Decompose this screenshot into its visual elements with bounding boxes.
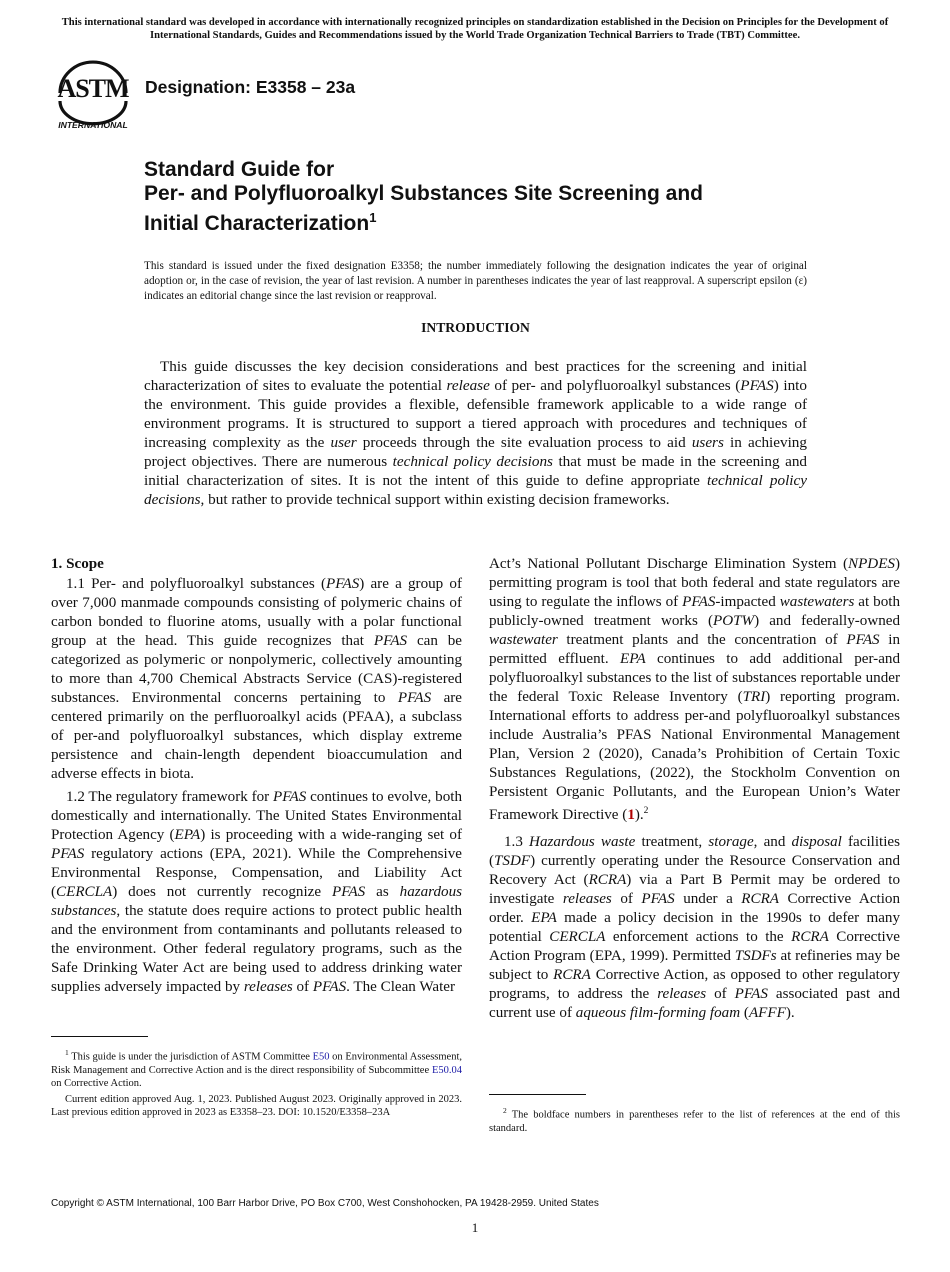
astm-logo (52, 57, 134, 131)
footnote-2: $^2$ The boldface numbers in parentheses refer to the list of references at the end of this standard. (489, 1106, 900, 1134)
tbt-notice: This international standard was developed in accordance with internationally recognized principles on standardization established in the Decision on Principles for the Development of International Standards, Guides and Recommendations issued by the World Trade Organization Technical Barriers to Trade (TBT) Committee. (61, 17, 889, 41)
page-number: 1 (471, 1220, 479, 1235)
paragraph-1-2-continued: Act’s National Pollutant Discharge Elimination System (NPDES) permitting program is tool that both federal and state regulators are using to regulate the inflows of PFAS-impacted wastewaters at both publicly-owned treatment works (POTW) and federally-owned wastewater treatment plants and the concentration of PFAS in permitted effluent. EPA continues to add additional per-and polyfluoroalkyl substances to the list of substances reportable under the federal Toxic Release Inventory (TRI) reporting program. International efforts to address per-and polyfluoroalkyl substances include Australia’s PFAS National Environmental Management Plan, Version 2 (2020), Canada’s Prohibition of Certain Toxic Substances Regulations, (2022), the Stockholm Convention on Persistent Organic Pollutants, and the European Union’s Water Framework Directive (1).$^2$ (489, 556, 901, 824)
footnote-1-edition: Current edition approved Aug. 1, 2023. Published August 2023. Originally approved in 2023. Last previous edition approved in 2023 as E3358–23. DOI: 10.1520/E3358–23A (51, 1093, 462, 1118)
committee-e50-link[interactable]: E50 (312, 1051, 330, 1063)
footnote-divider-left (51, 1036, 148, 1037)
footnote-marker-2[interactable]: 2 (643, 806, 649, 816)
designation: Designation: E3358 – 23a (145, 77, 356, 97)
paragraph-1-1: 1.1 Per- and polyfluoroalkyl substances (PFAS) are a group of over 7,000 manmade compounds consisting of polymeric chains of carbon bonded to fluorine atoms, usually with a polar functional group at the head. This guide recognizes that PFAS can be categorized as polymeric or nonpolymeric, collectively amounting to more than 4,700 Chemical Abstracts Service (CAS)-registered substances. Environmental concerns pertaining to PFAS are centered primarily on the perfluoroalkyl acids (PFAA), a subclass of per-and polyfluoroalkyl substances, which display extreme persistence and chain-length dependent bioaccumulation and adverse effects in biota. (51, 576, 463, 782)
section-heading-scope: 1. Scope (51, 556, 104, 572)
title-footnote-marker: 1 (369, 210, 377, 225)
footnote-1 (51, 1046, 462, 1122)
issuance-statement: This standard is issued under the fixed designation E3358; the number immediately following the designation indicates the year of original adoption or, in the case of revision, the year of last revision. A number in parentheses indicates the year of last reapproval. A superscript epsilon (ε) indicates an editorial change since the last revision or reapproval. (144, 260, 807, 302)
paragraph-1-2: 1.2 The regulatory framework for PFAS continues to evolve, both domestically and internationally. The United States Environmental Protection Agency (EPA) is proceeding with a wide-ranging set of PFAS regulatory actions (EPA, 2021). While the Comprehensive Environmental Response, Compensation, and Liability Act (CERCLA) does not currently recognize PFAS as hazardous substances, the statute does require actions to protect public health and the environment from contaminants and pollutants released to the environment. Other federal regulatory programs, such as the Safe Drinking Water Act are being used to address drinking water supplies adversely impacted by releases of PFAS. The Clean Water (51, 789, 462, 995)
introduction-heading: INTRODUCTION (421, 320, 530, 335)
paragraph-1-3: 1.3 Hazardous waste treatment, storage, and disposal facilities (TSDF) currently operating under the Resource Conservation and Recovery Act (RCRA) via a Part B Permit may be ordered to investigate releases of PFAS under a RCRA Corrective Action order. EPA made a policy decision in the 1990s to defer many potential CERCLA enforcement actions to the RCRA Corrective Action Program (EPA, 1999). Permitted TSDFs at refineries may be subject to RCRA Corrective Action, as opposed to other regulatory programs, to address the releases of PFAS associated past and current use of aqueous film-forming foam (AFFF). (489, 834, 901, 1022)
right-column (489, 555, 900, 1027)
introduction-text: This guide discusses the key decision considerations and best practices for the screening and initial characterization of sites to evaluate the potential release of per- and polyfluoroalkyl substances (PFAS) into the environment. This guide provides a flexible, defensible framework applicable to a wide range of environment programs. It is structured to support a tiered approach with procedures and techniques of increasing complexity as the user proceeds through the site evaluation process to aid users in achieving project objectives. There are numerous technical policy decisions that must be made in the screening and initial characterization of sites. It is not the intent of this guide to define appropriate technical policy decisions, but rather to provide technical support within existing decision frameworks. (144, 358, 808, 508)
document-title (144, 158, 864, 236)
title-line-1: Standard Guide for (144, 158, 335, 181)
title-line-3: Initial Characterization$^1$ (144, 210, 377, 235)
subcommittee-e50-04-link[interactable]: E50.04 (431, 1064, 462, 1076)
reference-link-1[interactable]: 1 (627, 807, 635, 824)
svg-text:ASTM: ASTM (57, 74, 129, 103)
copyright-notice: Copyright © ASTM International, 100 Barr Harbor Drive, PO Box C700, West Conshohocken, PA 19428-2959. United States (51, 1198, 599, 1209)
footnote-divider-right (489, 1094, 586, 1095)
left-column (51, 555, 462, 1001)
footnote-1-jurisdiction: $^1$ This guide is under the jurisdiction of ASTM Committee E50 on Environmental Assessment, Risk Management and Corrective Action and is the direct responsibility of Subcommittee E50.04 on Corrective Action. (51, 1048, 463, 1089)
title-line-2: Per- and Polyfluoroalkyl Substances Site Screening and (144, 182, 703, 205)
svg-text:INTERNATIONAL: INTERNATIONAL (58, 120, 128, 130)
